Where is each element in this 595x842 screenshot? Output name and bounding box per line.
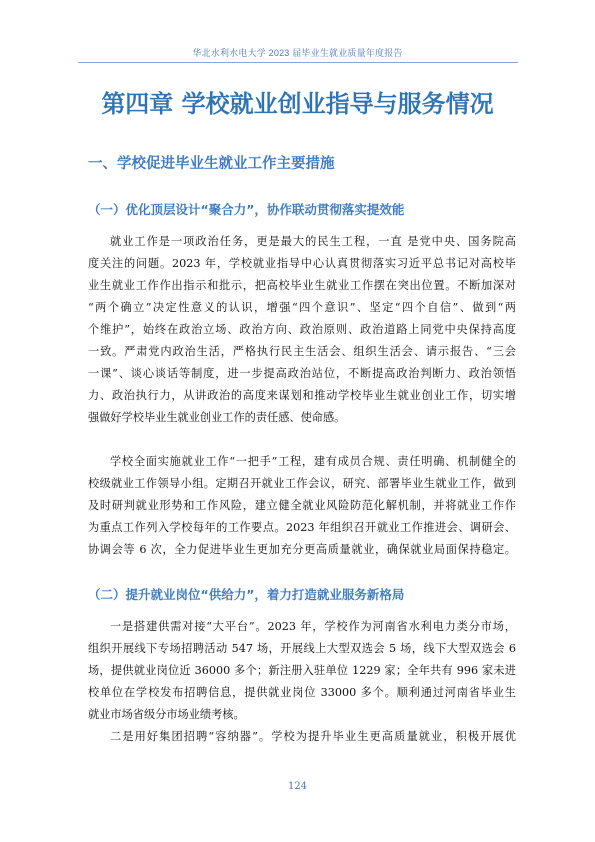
paragraph-line: 校级就业工作领导小组。定期召开就业工作会议，研究、部署毕业生就业工作，做到 — [88, 477, 516, 490]
paragraph-line: 校单位在学校发布招聘信息，提供就业岗位 33000 多个。顺利通过河南省毕业生 — [88, 686, 516, 699]
paragraph-line: “两个确立”决定性意义的认识，增强“四个意识”、坚定“四个自信”、做到“两 — [88, 301, 516, 314]
subsection-heading-2: （二）提升就业岗位“供给力”，着力打造就业服务新格局 — [88, 587, 405, 602]
paragraph-line: 二是用好集团招聘“容纳器”。学校为提升毕业生更高质量就业，积极开展优 — [110, 730, 516, 743]
paragraph-line: 组织开展线下专场招聘活动 547 场，开展线上大型双选会 5 场，线下大型双选会 6 — [88, 642, 516, 655]
section-heading: 一、学校促进毕业生就业工作主要措施 — [88, 156, 335, 172]
paragraph-line: 就业市场省级分市场业绩考核。 — [88, 708, 245, 721]
paragraph-line: 及时研判就业形势和工作风险，建立健全就业风险防范化解机制，并将就业工作作 — [88, 499, 516, 512]
paragraph-line: 一课”、谈心谈话等制度，进一步提高政治站位，不断提高政治判断力、政治领悟 — [88, 367, 516, 380]
paragraph-2 — [88, 451, 516, 561]
running-header: 华北水利水电大学 2023 届毕业生就业质量年度报告 — [192, 48, 403, 58]
paragraph-line: 一致。严肃党内政治生活，严格执行民主生活会、组织生活会、请示报告、“三会 — [88, 345, 516, 358]
paragraph-4 — [88, 726, 516, 752]
header-divider — [78, 62, 518, 63]
paragraph-line: 场，提供就业岗位近 36000 多个；新注册入驻单位 1229 家；全年共有 996 家未进 — [88, 664, 516, 677]
paragraph-line: 就业工作是一项政治任务，更是最大的民生工程，一直 是党中央、国务院高 — [110, 235, 516, 248]
paragraph-line: 为重点工作列入学校每年的工作要点。2023 年组织召开就业工作推进会、调研会、 — [88, 521, 516, 534]
paragraph-line: 学校全面实施就业工作“一把手”工程，建有成员合规、责任明确、机制健全的 — [110, 455, 516, 468]
paragraph-line: 力、政治执行力，从讲政治的高度来谋划和推动学校毕业生就业创业工作，切实增 — [88, 389, 516, 402]
subsection-heading-1: （一）优化顶层设计“聚合力”，协作联动贯彻落实提效能 — [88, 202, 405, 217]
paragraph-line: 个维护”，始终在政治立场、政治方向、政治原则、政治道路上同党中央保持高度 — [88, 323, 516, 336]
paragraph-line: 度关注的问题。2023 年，学校就业指导中心认真贯彻落实习近平总书记对高校毕 — [88, 257, 516, 270]
paragraph-line: 协调会等 6 次，全力促进毕业生更加充分更高质量就业，确保就业局面保持稳定。 — [88, 543, 516, 556]
chapter-title: 第四章 学校就业创业指导与服务情况 — [101, 90, 494, 118]
paragraph-line: 强做好学校毕业生就业创业工作的责任感、使命感。 — [88, 411, 346, 424]
paragraph-3 — [88, 616, 516, 726]
page-number: 124 — [287, 781, 308, 792]
paragraph-line: 一是搭建供需对接“大平台”。2023 年，学校作为河南省水利电力类分市场， — [110, 620, 516, 633]
paragraph-line: 业生就业工作作出指示和批示，把高校毕业生就业工作摆在突出位置。不断加深对 — [88, 279, 516, 292]
paragraph-1 — [88, 231, 516, 429]
